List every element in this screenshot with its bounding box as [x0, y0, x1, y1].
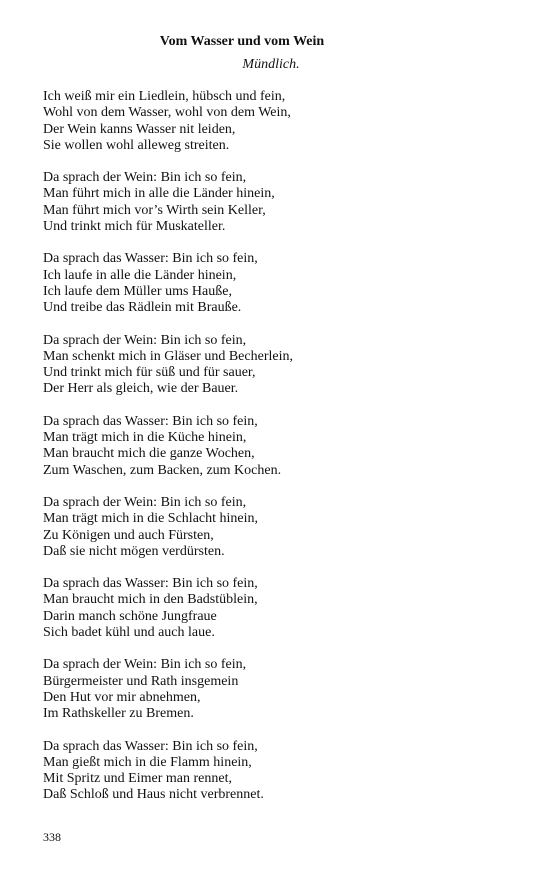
poem-line: Da sprach der Wein: Bin ich so fein,	[43, 332, 247, 348]
poem-line: Zum Waschen, zum Backen, zum Kochen.	[43, 462, 282, 478]
poem-line: Man führt mich vor’s Wirth sein Keller,	[43, 202, 266, 218]
poem-line: Darin manch schöne Jungfraue	[43, 608, 217, 624]
stanza	[43, 333, 513, 398]
poem-subtitle: Mündlich.	[242, 57, 300, 72]
poem-line: Sie wollen wohl alleweg streiten.	[43, 137, 230, 153]
poem-line: Man schenkt mich in Gläser und Becherlein,	[43, 348, 293, 364]
poem-line: Da sprach das Wasser: Bin ich so fein,	[43, 251, 258, 267]
stanza	[43, 657, 513, 722]
poem-line: Bürgermeister und Rath insgemein	[43, 673, 239, 689]
poem-line: Und trinkt mich für Muskateller.	[43, 219, 226, 235]
poem-line: Da sprach der Wein: Bin ich so fein,	[43, 494, 247, 510]
poem-line: Wohl von dem Wasser, wohl von dem Wein,	[43, 105, 291, 121]
poem-line: Ich weiß mir ein Liedlein, hübsch und fein,	[43, 89, 286, 104]
poem-line: Ich laufe dem Müller ums Hauße,	[43, 283, 232, 299]
stanza	[43, 89, 513, 154]
poem-line: Mit Spritz und Eimer man rennet,	[43, 771, 232, 787]
stanza	[43, 251, 513, 316]
stanza	[43, 414, 513, 479]
poem-line: Zu Königen und auch Fürsten,	[43, 527, 214, 543]
poem-line: Da sprach der Wein: Bin ich so fein,	[43, 657, 247, 673]
stanza	[43, 170, 513, 235]
poem-line: Der Herr als gleich, wie der Bauer.	[43, 381, 239, 397]
page-number: 338	[43, 830, 61, 844]
poem-line: Und trinkt mich für süß und für sauer,	[43, 365, 256, 381]
poem-line: Da sprach das Wasser: Bin ich so fein,	[43, 413, 258, 429]
poem-line: Man trägt mich in die Schlacht hinein,	[43, 511, 259, 527]
poem-line: Da sprach das Wasser: Bin ich so fein,	[43, 738, 258, 754]
poem-line: Man braucht mich die ganze Wochen,	[43, 446, 255, 462]
poem-line: Man gießt mich in die Flamm hinein,	[43, 754, 252, 770]
poem-line: Da sprach der Wein: Bin ich so fein,	[43, 170, 247, 186]
poem-line: Man braucht mich in den Badstüblein,	[43, 592, 258, 608]
poem-line: Daß Schloß und Haus nicht verbrennet.	[43, 787, 264, 803]
poem-line: Und treibe das Rädlein mit Brauße.	[43, 300, 242, 316]
poem-line: Ich laufe in alle die Länder hinein,	[43, 267, 237, 283]
poem-title: Vom Wasser und vom Wein	[159, 34, 325, 49]
poem-body	[43, 89, 513, 820]
stanza	[43, 576, 513, 641]
poem-line: Den Hut vor mir abnehmen,	[43, 689, 201, 705]
poem-line: Im Rathskeller zu Bremen.	[43, 706, 194, 722]
poem-line: Der Wein kanns Wasser nit leiden,	[43, 121, 236, 137]
poem-line: Daß sie nicht mögen verdürsten.	[43, 543, 225, 559]
poem-line: Sich badet kühl und auch laue.	[43, 625, 215, 641]
poem-line: Man führt mich in alle die Länder hinein,	[43, 186, 275, 202]
poem-line: Man trägt mich in die Küche hinein,	[43, 430, 247, 446]
stanza	[43, 739, 513, 804]
poem-line: Da sprach das Wasser: Bin ich so fein,	[43, 576, 258, 592]
stanza	[43, 495, 513, 560]
